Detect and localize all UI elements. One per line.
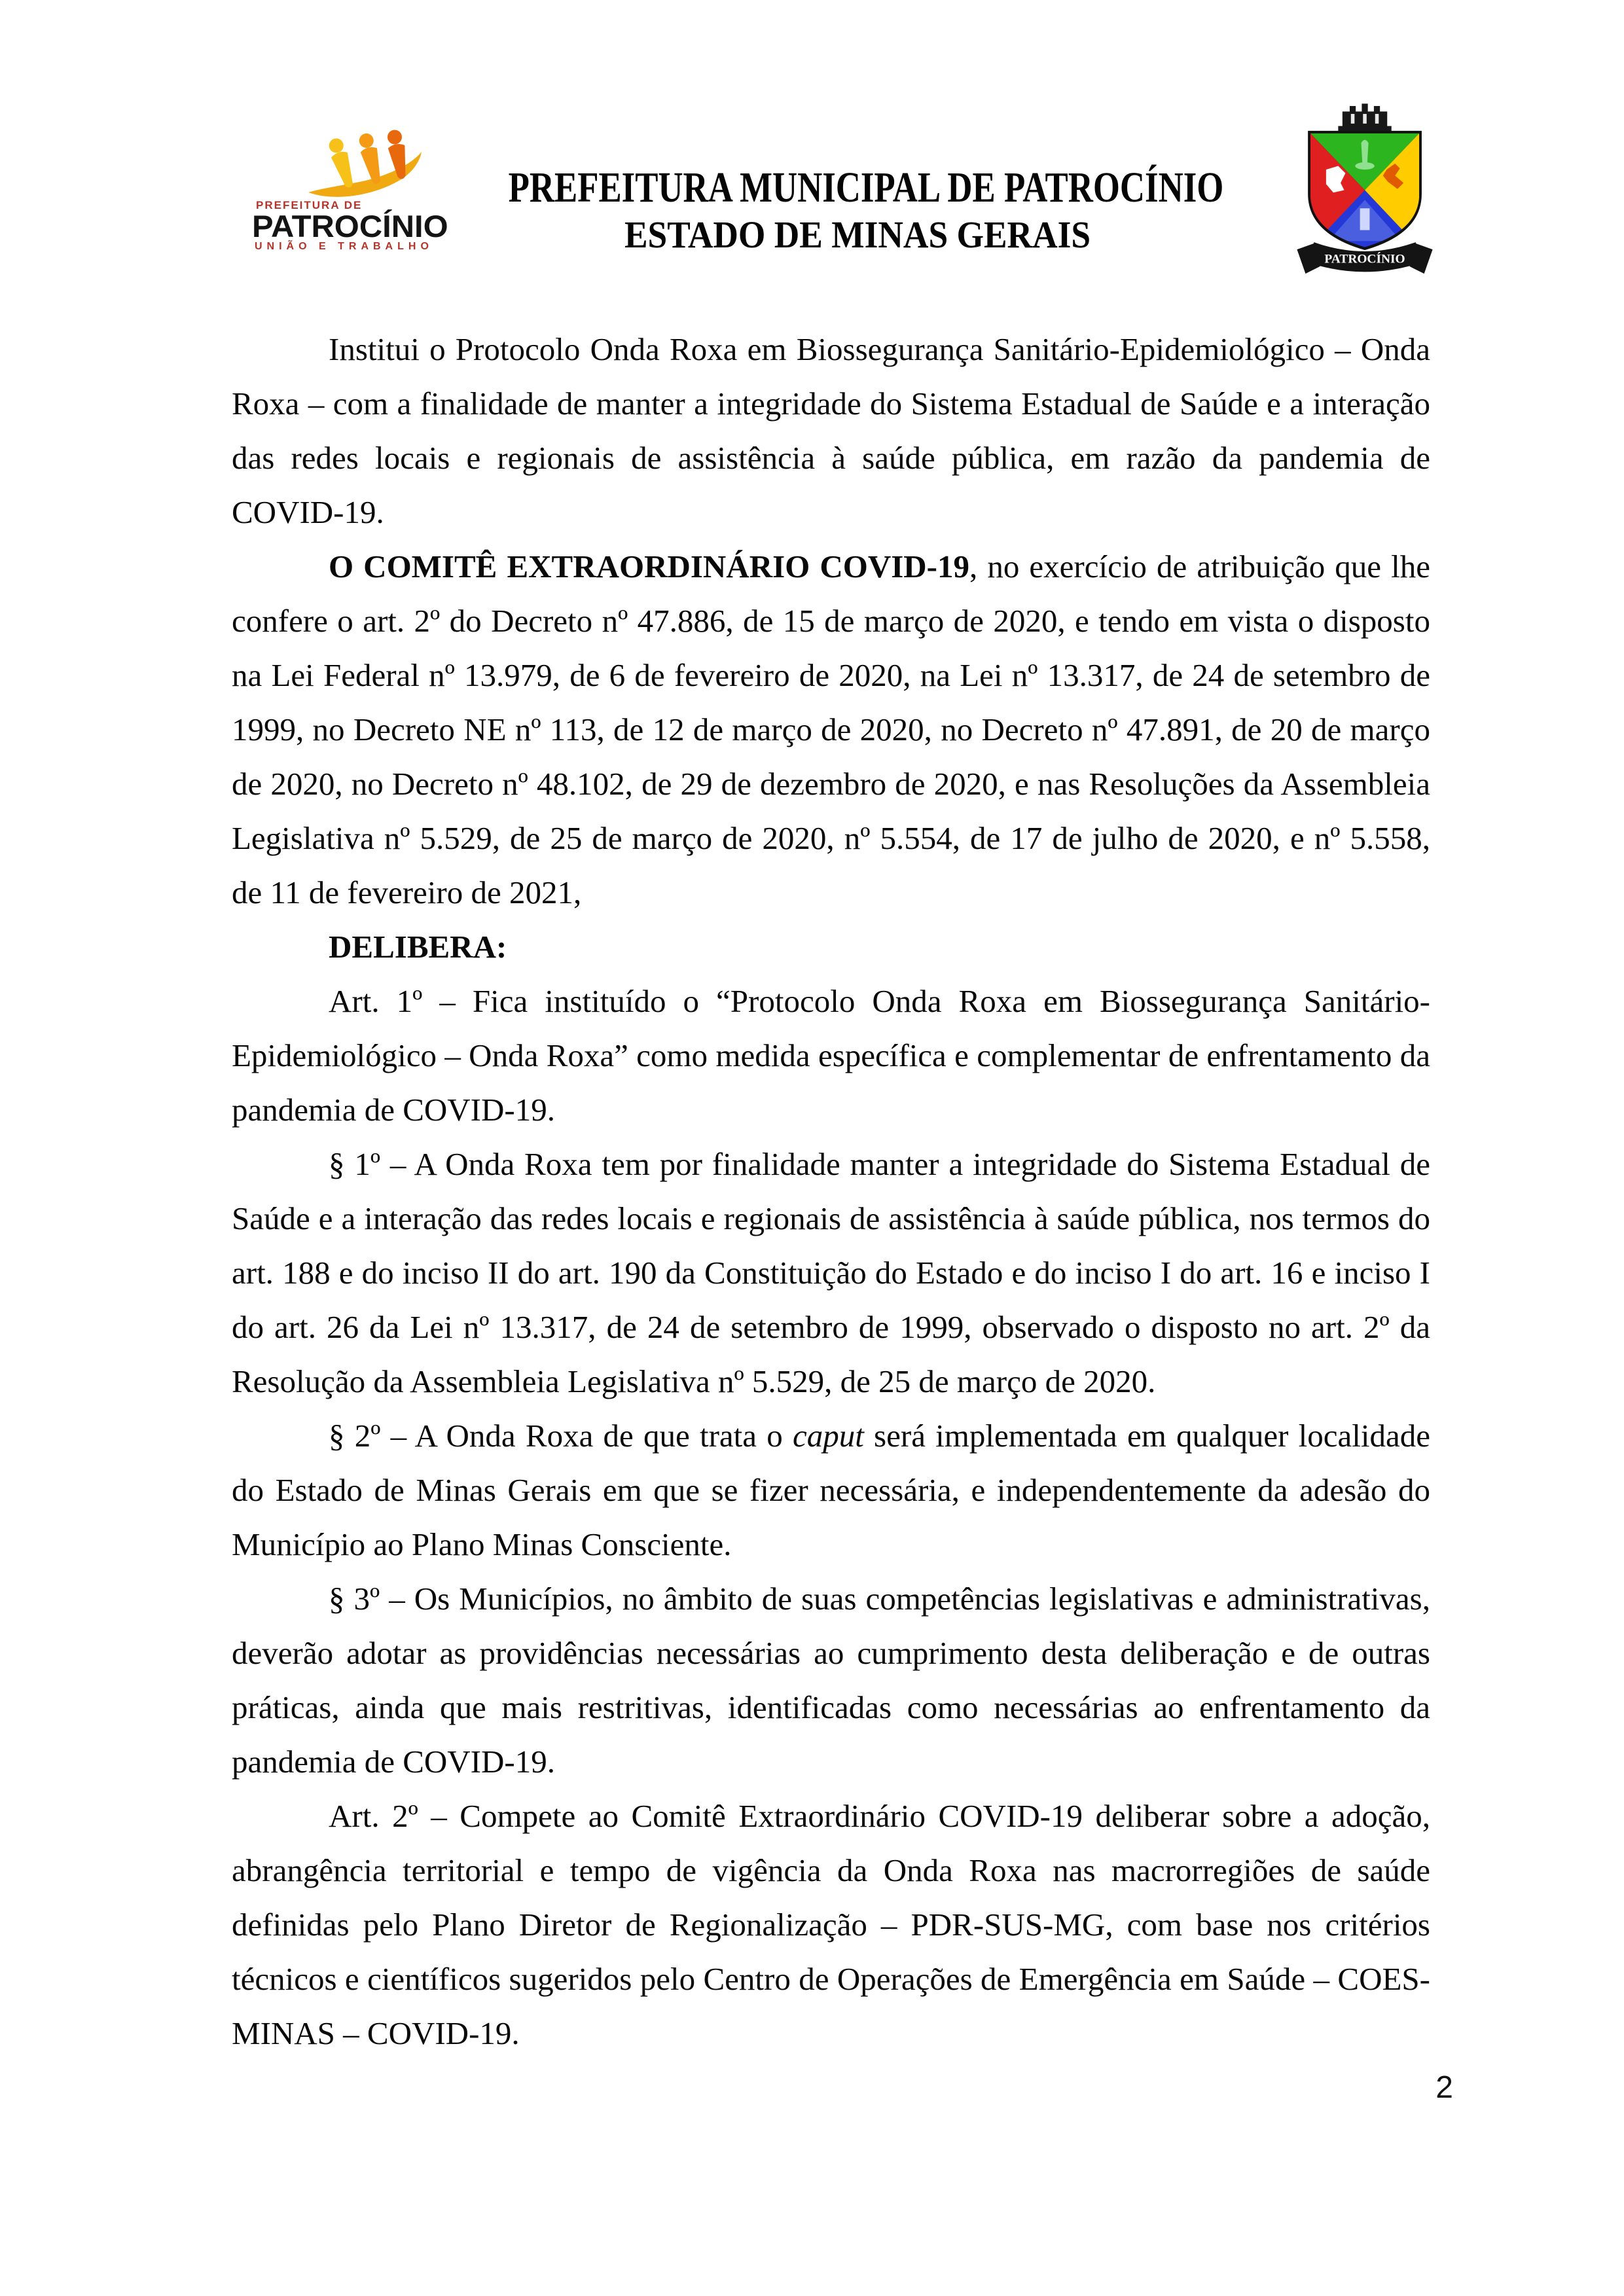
- paragraph: [232, 1571, 1430, 1789]
- logo-top-text: PREFEITURA DE: [256, 199, 363, 211]
- flame-figures-icon: [304, 128, 425, 202]
- flame-person-yellow: [326, 136, 358, 190]
- prefeitura-logo: [252, 128, 448, 253]
- text-run: O COMITÊ EXTRAORDINÁRIO COVID-19: [329, 548, 969, 584]
- text-run: , no exercício de atribuição que lhe confere o art. 2º do Decreto nº 47.886, de 15 de março de 2020, e tendo em vista o disposto na Lei Federal nº 13.979, de 6 de fevereiro de 2020, na Lei nº 13.317, de 24 de setembro de 1999, no Decreto NE nº 113, de 12 de março de 2020, no Decreto nº 47.891, de 20 de março de 2020, no Decreto nº 48.102, de 29 de dezembro de 2020, e nas Resoluções da Assembleia Legislativa nº 5.529, de 25 de março de 2020, nº 5.554, de 17 de julho de 2020, e nº 5.558, de 11 de fevereiro de 2021,: [232, 548, 1430, 910]
- paragraph: [232, 1789, 1430, 2060]
- document-body: [232, 322, 1430, 2060]
- ribbon-text: PATROCÍNIO: [1324, 252, 1405, 266]
- header-subtitle-block: [419, 215, 1296, 255]
- text-run: § 2º – A Onda Roxa de que trata o: [329, 1418, 793, 1454]
- text-run: Art. 2º – Compete ao Comitê Extraordinário COVID-19 deliberar sobre a adoção, abrangência territorial e tempo de vigência da Onda Roxa nas macrorregiões de saúde definidas pelo Plano Diretor de Regionalização – PDR-SUS-MG, com base nos critérios técnicos e científicos sugeridos pelo Centro de Operações de Emergência em Saúde – COES-MINAS – COVID-19.: [232, 1798, 1430, 2051]
- text-run: § 3º – Os Municípios, no âmbito de suas competências legislativas e administrativas, deverão adotar as providências necessárias ao cumprimento desta deliberação e de outras práticas, ainda que mais restritivas, identificadas como necessárias ao enfrentamento da pandemia de COVID-19.: [232, 1581, 1430, 1780]
- paragraph: [232, 974, 1430, 1137]
- text-run: será implementada em qualquer localidade do Estado de Minas Gerais em que se fizer necessária, e independentemente da adesão do Município ao Plano Minas Consciente.: [232, 1418, 1431, 1562]
- paragraph: [232, 920, 1430, 974]
- coat-of-arms-icon: [1285, 98, 1445, 275]
- text-run: DELIBERA:: [329, 929, 507, 965]
- header-title-block: [419, 165, 1296, 211]
- green-quarter-charge: [1361, 140, 1368, 164]
- header-title: PREFEITURA MUNICIPAL DE PATROCÍNIO: [508, 164, 1224, 211]
- logo-city-name: PATROCÍNIO: [252, 209, 448, 243]
- crown-icon: [1338, 103, 1391, 132]
- text-run: § 1º – A Onda Roxa tem por finalidade manter a integridade do Sistema Estadual de Saúde e a interação das redes locais e regionais de assistência à saúde pública, nos termos do art. 188 e do inciso II do art. 190 da Constituição do Estado e do inciso I do art. 16 e inciso I do art. 26 da Lei nº 13.317, de 24 de setembro de 1999, observado o disposto no art. 2º da Resolução da Assembleia Legislativa nº 5.529, de 25 de março de 2020.: [232, 1146, 1430, 1399]
- page-number: 2: [1435, 2070, 1453, 2105]
- header-subtitle: ESTADO DE MINAS GERAIS: [624, 213, 1091, 256]
- logo-tagline: UNIÃO E TRABALHO: [255, 241, 433, 252]
- paragraph: [232, 539, 1430, 920]
- text-run: caput: [792, 1418, 864, 1454]
- page-header: [0, 0, 1624, 308]
- paragraph: [232, 322, 1430, 539]
- paragraph: [232, 1408, 1430, 1571]
- paragraph: [232, 1137, 1430, 1408]
- text-run: Art. 1º – Fica instituído o “Protocolo Onda Roxa em Biossegurança Sanitário-Epidemiológico – Onda Roxa” como medida específica e complementar de enfrentamento da pandemia de COVID-19.: [232, 983, 1430, 1128]
- shield-icon: [1302, 131, 1428, 257]
- text-run: Institui o Protocolo Onda Roxa em Biossegurança Sanitário-Epidemiológico – Onda Roxa – com a finalidade de manter a integridade do Sistema Estadual de Saúde e a interação das redes locais e regionais de assistência à saúde pública, em razão da pandemia de COVID-19.: [232, 331, 1430, 530]
